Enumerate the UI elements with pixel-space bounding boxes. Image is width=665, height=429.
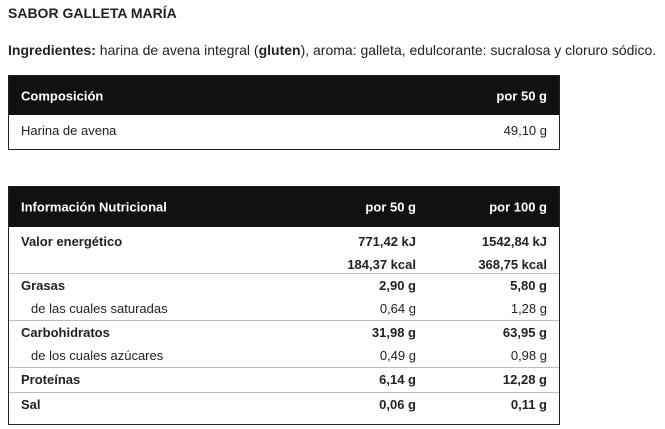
composition-table [8, 75, 560, 150]
nutrient-per50: 2,90 g [379, 278, 416, 293]
nutrient-per50: 771,42 kJ [358, 234, 416, 249]
table-row-proteins [9, 367, 559, 392]
nutrition-header-name: Información Nutricional [21, 199, 167, 215]
nutrient-per100: 1,28 g [510, 301, 547, 316]
table-row-sugars [9, 344, 559, 367]
composition-header-value: por 50 g [496, 88, 547, 103]
page-title: SABOR GALLETA MARÍA [8, 5, 177, 21]
table-row-fats [9, 273, 559, 297]
nutrient-per100-kcal: 368,75 kcal [478, 257, 547, 272]
nutrient-name: Proteínas [21, 372, 81, 387]
ingredients-text-after: ), aroma: galleta, edulcorante: sucralosa y cloruro sódico. [300, 42, 657, 58]
nutrient-name: Carbohidratos [21, 325, 110, 340]
table-row-saturated [9, 297, 559, 320]
nutrition-header [9, 187, 559, 227]
nutrient-name: de los cuales azúcares [31, 348, 164, 363]
nutrient-per50: 0,06 g [379, 397, 416, 412]
nutrient-per50: 6,14 g [379, 372, 416, 387]
nutrient-per50: 0,49 g [379, 348, 416, 363]
nutrient-per100: 63,95 g [502, 325, 547, 340]
nutrient-name: Grasas [21, 278, 66, 293]
nutrient-per50: 0,64 g [379, 301, 416, 316]
nutrient-per50: 31,98 g [371, 325, 416, 340]
nutrient-name: Sal [21, 397, 41, 412]
nutrient-per100: 0,11 g [510, 397, 547, 412]
ingredients-label: Ingredientes: [8, 42, 96, 58]
table-row-salt [9, 392, 559, 417]
ingredients-line [8, 42, 656, 58]
nutrition-header-per100: por 100 g [489, 199, 547, 215]
table-row-carbs [9, 320, 559, 344]
ingredients-text-before: harina de avena integral ( [95, 42, 259, 58]
nutrient-per100: 1542,84 kJ [481, 234, 547, 249]
nutrition-table [8, 186, 560, 425]
nutrient-name: Valor energético [21, 234, 123, 249]
ingredient-name: Harina de avena [21, 123, 117, 138]
nutrient-per50-kcal: 184,37 kcal [347, 257, 416, 272]
nutrient-name: de las cuales saturadas [31, 301, 168, 316]
ingredients-allergen: gluten [258, 42, 301, 58]
table-row [9, 115, 559, 149]
composition-header-name: Composición [21, 88, 104, 103]
nutrient-per100: 5,80 g [510, 278, 547, 293]
nutrition-header-per50: por 50 g [365, 199, 416, 215]
table-row-energy [9, 227, 559, 273]
nutrient-per100: 0,98 g [510, 348, 547, 363]
nutrient-per100: 12,28 g [502, 372, 547, 387]
composition-header [9, 76, 559, 115]
ingredient-value: 49,10 g [503, 123, 547, 138]
